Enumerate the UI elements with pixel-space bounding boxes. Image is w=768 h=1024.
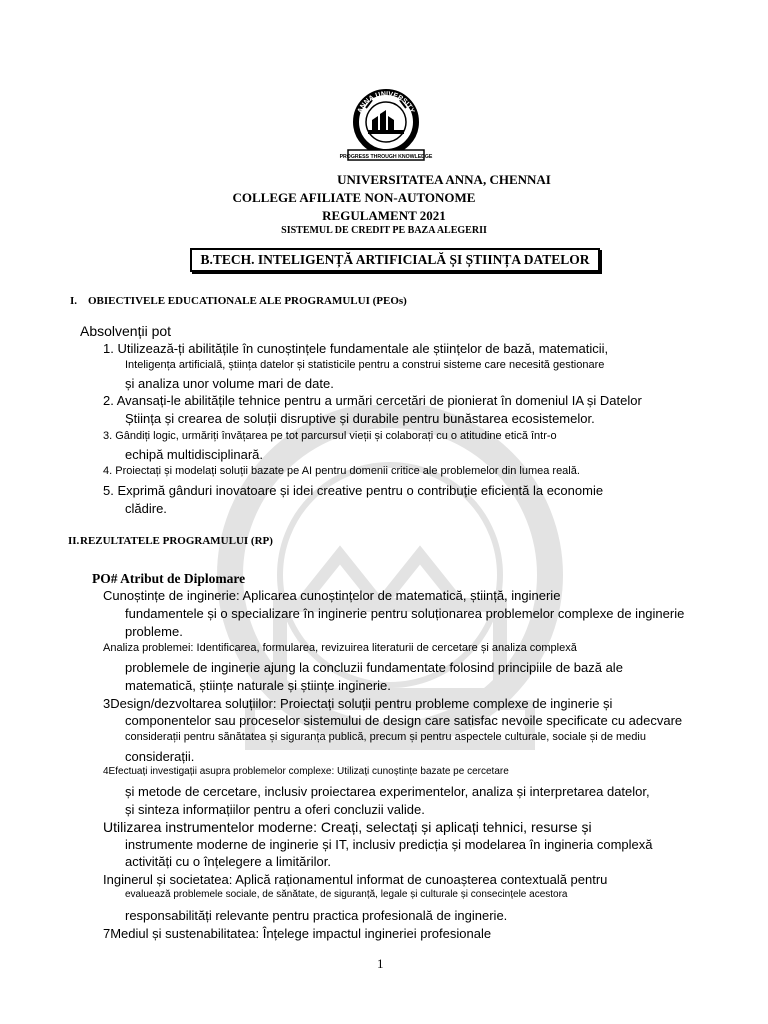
po-line: fundamentele și o specializare în inginerie pentru soluționarea problemelor complexe de inginerie [125, 606, 685, 621]
peo-line: 2. Avansați-le abilitățile tehnice pentru a urmări cercetări de pionierat în domeniul IA și Datelor [103, 393, 642, 408]
peo-line: și analiza unor volume mari de date. [125, 376, 334, 391]
peo-line: echipă multidisciplinară. [125, 447, 264, 462]
po-line: considerații. [125, 749, 195, 764]
po-table-header: PO# Atribut de Diplomare [92, 571, 246, 586]
po-line: evaluează problemele sociale, de sănătate, de siguranță, legale și culturale și consecințele acestora [125, 889, 568, 900]
peo-line: clădire. [125, 501, 167, 516]
logo-ring-text: ANNA UNIVERSITY [356, 90, 416, 115]
header-colleges: COLLEGE AFILIATE NON-AUTONOME [232, 190, 476, 205]
po-line: Analiza problemei: Identificarea, formularea, revizuirea literaturii de cercetare și analiza complexă [103, 642, 577, 654]
po-line: 3Design/dezvoltarea soluțiilor: Proiectați soluții pentru probleme complexe de inginerie și [103, 696, 613, 711]
po-line: Inginerul și societatea: Aplică raționamentul informat de cunoașterea contextuală pentru [103, 872, 608, 887]
po-line: 7Mediul și sustenabilitatea: Înțelege impactul ingineriei profesionale [103, 926, 492, 941]
po-line: 4Efectuați investigații asupra problemelor complexe: Utilizați cunoștințe bazate pe cercetare [103, 766, 509, 777]
po-line: considerații pentru sănătatea și siguranța publică, precum și pentru aspectele culturale, sociale și de mediu [125, 731, 646, 743]
section-heading-peos: OBIECTIVELE EDUCATIONALE ALE PROGRAMULUI (PEOs) [88, 295, 407, 307]
section-number-peos: I. [70, 295, 78, 307]
peo-line: 1. Utilizează-ți abilitățile în cunoștințele fundamentale ale științelor de bază, matematicii, [103, 341, 609, 356]
peo-line: Știința și crearea de soluții disruptive și durabile pentru bunăstarea ecosistemelor. [125, 411, 595, 426]
section-number-pos: II. [68, 535, 80, 547]
peo-line: 3. Gândiți logic, urmăriți învățarea pe tot parcursul vieții și colaborați cu o atitudine etică într-o [103, 430, 557, 442]
po-line: componentelor sau proceselor sistemului de design care satisfac nevoile specificate cu adecvare [125, 713, 683, 728]
po-line: matematică, științe naturale și științe inginerie. [125, 678, 391, 693]
po-line: probleme. [125, 624, 183, 639]
program-title: B.TECH. INTELIGENȚĂ ARTIFICIALĂ ȘI ȘTIINȚA DATELOR [190, 248, 600, 272]
po-line: activități cu o înțelegere a limitărilor. [125, 854, 331, 869]
po-line: instrumente moderne de inginerie și IT, inclusiv predicția și modelarea în ingineria complexă [125, 837, 653, 852]
peo-line: Inteligența artificială, știința datelor și statisticile pentru a construi sisteme care necesită gestionare [125, 359, 605, 371]
peo-line: 5. Exprimă gânduri inovatoare și idei creative pentru o contribuție eficientă la economie [103, 483, 604, 498]
header-regulation: REGULAMENT 2021 [322, 208, 446, 223]
po-line: și sinteza informațiilor pentru a oferi concluzii valide. [125, 802, 425, 817]
po-line: responsabilități relevante pentru practica profesională de inginerie. [125, 908, 508, 923]
po-line: Utilizarea instrumentelor moderne: Creați, selectați și aplicați tehnici, resurse și [103, 819, 592, 835]
po-line: Cunoștințe de inginerie: Aplicarea cunoștințelor de matematică, știință, inginerie [103, 588, 561, 603]
anna-university-logo [338, 86, 434, 164]
section-heading-pos: REZULTATELE PROGRAMULUI (RP) [80, 535, 273, 547]
header-credit-system: SISTEMUL DE CREDIT PE BAZA ALEGERII [281, 225, 487, 236]
peo-line: 4. Proiectați și modelați soluții bazate pe AI pentru domenii critice ale problemelor din lumea reală. [103, 465, 580, 477]
header-university: UNIVERSITATEA ANNA, CHENNAI [337, 172, 551, 187]
peos-intro: Absolvenții pot [80, 323, 172, 339]
page-number: 1 [377, 956, 384, 971]
logo-motto: PROGRESS THROUGH KNOWLEDGE [339, 154, 433, 160]
po-line: problemele de inginerie ajung la concluzii fundamentate folosind principiile de bază ale [125, 660, 623, 675]
po-line: și metode de cercetare, inclusiv proiectarea experimentelor, analiza și interpretarea datelor, [125, 784, 650, 799]
